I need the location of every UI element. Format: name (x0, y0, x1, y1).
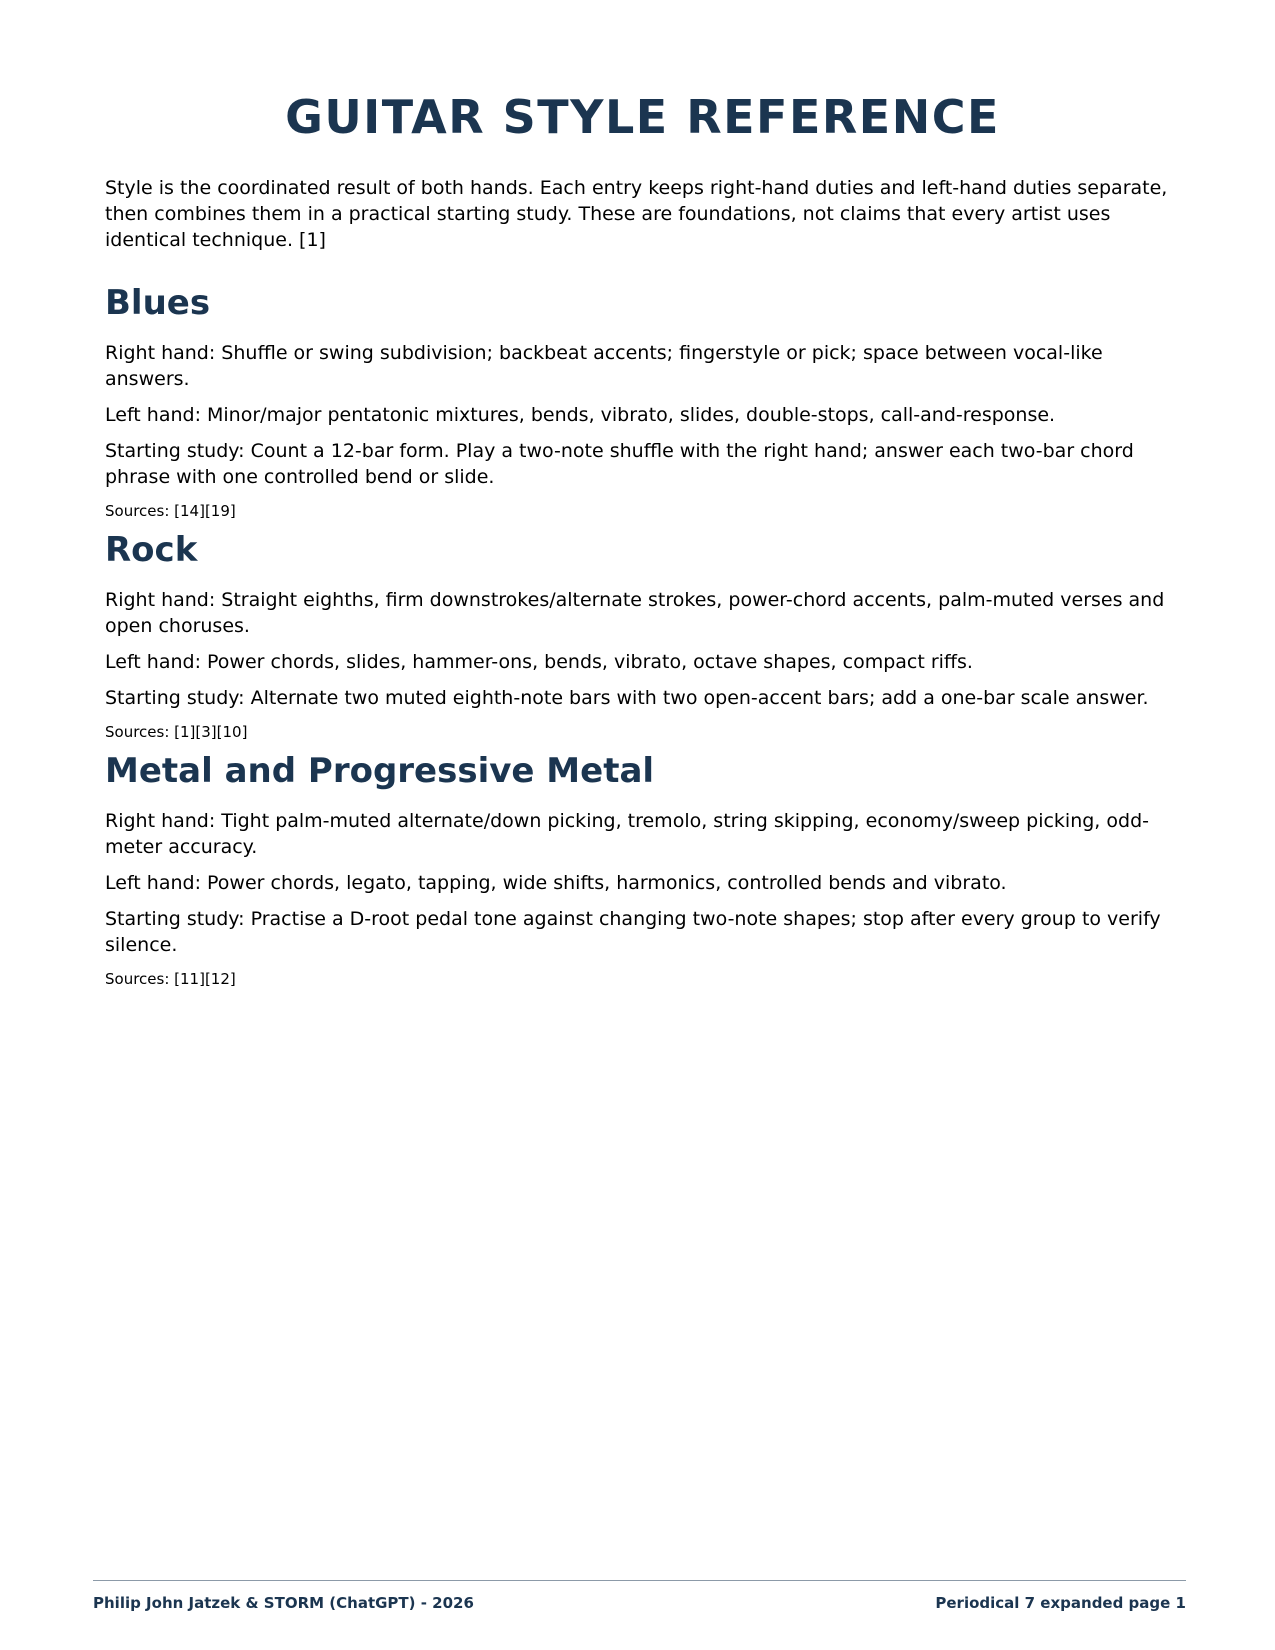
left-hand-text: Left hand: Power chords, slides, hammer-ons, bends, vibrato, octave shapes, compact riffs. (105, 650, 973, 673)
section-heading: Rock (105, 529, 198, 570)
section-heading: Blues (105, 283, 211, 324)
section-heading: Metal and Progressive Metal (105, 750, 655, 791)
right-hand-text: Right hand: Straight eighths, firm downstrokes/alternate strokes, power-chord accents, palm-muted verses and open choruses. (105, 588, 1165, 637)
footer-credit: Philip John Jatzek & STORM (ChatGPT) - 2026 (93, 1594, 474, 1612)
sources-text: Sources: [14][19] (105, 501, 236, 520)
document-body (105, 90, 1180, 998)
footer-page-label: Periodical 7 expanded page 1 (935, 1594, 1186, 1612)
footer-divider (93, 1580, 1186, 1581)
left-hand-text: Left hand: Minor/major pentatonic mixtures, bends, vibrato, slides, double-stops, call-and-response. (105, 403, 1056, 426)
intro-paragraph: Style is the coordinated result of both hands. Each entry keeps right-hand duties and left-hand duties separate, then combines them in a practical starting study. These are foundations, not claims that every artist uses identical technique. [1] (105, 177, 1168, 252)
sources-text: Sources: [11][12] (105, 969, 236, 988)
page-title: GUITAR STYLE REFERENCE (285, 90, 1000, 144)
section-metal (105, 751, 1180, 990)
starting-study-text: Starting study: Alternate two muted eighth-note bars with two open-accent bars; add a one-bar scale answer. (105, 686, 1149, 709)
page-footer (93, 1594, 1186, 1612)
section-blues (105, 283, 1180, 522)
right-hand-text: Right hand: Tight palm-muted alternate/down picking, tremolo, string skipping, economy/sweep picking, odd-meter accuracy. (105, 809, 1149, 858)
section-rock (105, 530, 1180, 743)
starting-study-text: Starting study: Practise a D-root pedal tone against changing two-note shapes; stop after every group to verify silence. (105, 907, 1161, 956)
starting-study-text: Starting study: Count a 12-bar form. Play a two-note shuffle with the right hand; answer each two-bar chord phrase with one controlled bend or slide. (105, 439, 1134, 488)
sources-text: Sources: [1][3][10] (105, 722, 248, 741)
right-hand-text: Right hand: Shuffle or swing subdivision; backbeat accents; fingerstyle or pick; space between vocal-like answers. (105, 341, 1103, 390)
left-hand-text: Left hand: Power chords, legato, tapping, wide shifts, harmonics, controlled bends and vibrato. (105, 871, 1007, 894)
